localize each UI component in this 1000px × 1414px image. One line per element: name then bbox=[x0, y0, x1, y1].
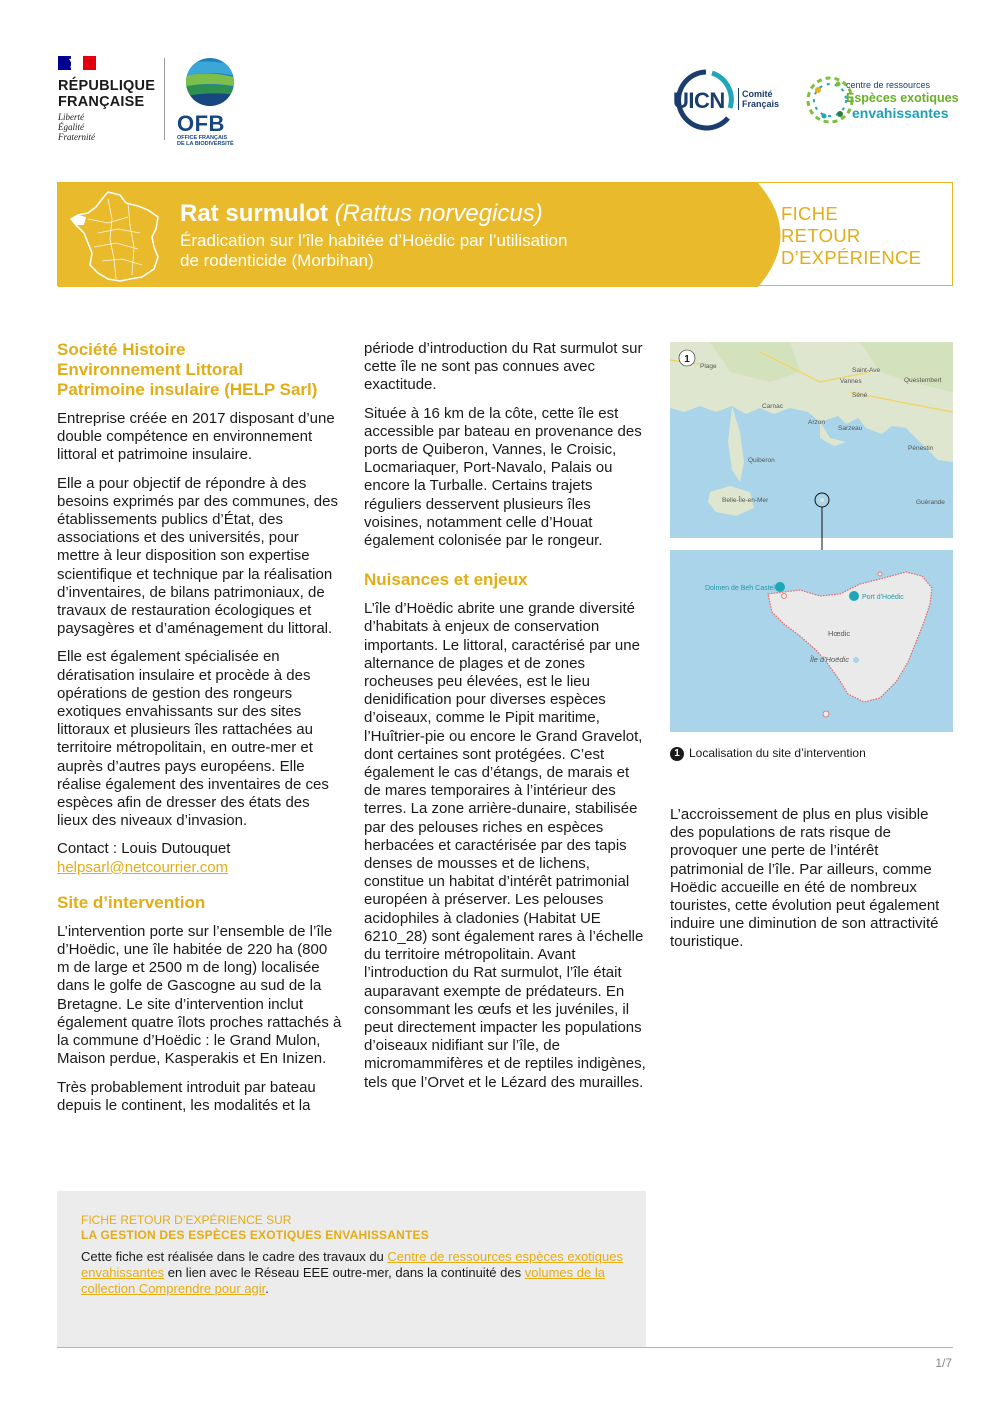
motto-egalite: Égalité bbox=[58, 122, 84, 132]
rf-motto bbox=[58, 112, 95, 142]
right-column bbox=[670, 806, 953, 962]
map-label: Questembert bbox=[904, 377, 942, 384]
eee-resource-center-logo bbox=[804, 60, 959, 138]
uicn-sub2: Français bbox=[742, 99, 780, 109]
ofb-full2: DE LA BIODIVERSITÉ bbox=[177, 141, 234, 147]
hoedic-island-map[interactable] bbox=[670, 550, 953, 732]
org-paragraph-3: Elle est également spécialisée en dératisation insulaire et procède à des opérations de gestion des rongeurs exotiques envahissants sur des sites littoraux et plusieurs îles rattachées au territoire métropolitain, en outre-mer et auprès d’autres pays européens. Elle réalise également des inventaires de ces espèces afin de dresser des états des lieux des niveaux d’invasion. bbox=[57, 648, 329, 830]
map-marker-number: 1 bbox=[684, 354, 690, 365]
ofb-logo bbox=[177, 56, 243, 147]
uicn-sub1: Comité bbox=[742, 89, 773, 99]
map-label: Arzon bbox=[808, 419, 825, 426]
organisation-heading bbox=[57, 340, 342, 400]
france-map-icon bbox=[68, 189, 162, 285]
org-paragraph-2: Elle a pour objectif de répondre à des besoins exprimés par des communes, des établissements publics d’État, des associations et des universités, pour mettre à leur disposition son expertise scientifique et technique par la réalisation d’inventaires, de bilans patrimoniaux, de travaux de restauration écologiques et paysagères et d’aménagement du littoral. bbox=[57, 474, 338, 638]
map-label: Quiberon bbox=[748, 457, 775, 464]
footer-text bbox=[81, 1249, 631, 1297]
footer-text-2: en lien avec le Réseau EEE outre-mer, dans la continuité des bbox=[164, 1265, 525, 1280]
map-label: Vannes bbox=[840, 378, 862, 385]
species-latin-name: (Rattus norvegicus) bbox=[334, 200, 543, 227]
map-label: Plage bbox=[700, 363, 717, 370]
map-label: Carnac bbox=[762, 403, 783, 410]
regional-map[interactable] bbox=[670, 342, 953, 538]
footer-text-1: Cette fiche est réalisée dans le cadre des travaux du bbox=[81, 1249, 388, 1264]
map-label: Séné bbox=[852, 392, 868, 399]
subtitle-line1: Éradication sur l’île habitée d’Hoëdic par l’utilisation bbox=[180, 231, 568, 250]
fiche-type-label bbox=[781, 203, 921, 269]
motto-fraternite: Fraternité bbox=[58, 132, 95, 142]
marianne-flag-icon bbox=[58, 56, 96, 70]
port-label: Port d'Hoëdic bbox=[862, 594, 904, 601]
org-paragraph-1: Entreprise créée en 2017 disposant d’une double compétence en environnement littoral et patrimoine insulaire. bbox=[57, 410, 335, 464]
rf-line2: FRANÇAISE bbox=[58, 94, 145, 110]
uicn-name: UICN bbox=[673, 88, 725, 113]
island-label: Île d'Hoëdic bbox=[810, 655, 849, 664]
map-label: Belle-Île-en-Mer bbox=[722, 497, 769, 504]
eee-line2: Espèces exotiques bbox=[846, 91, 959, 105]
right-paragraph-1: L’accroissement de plus en plus visible des populations de rats risque de provoquer une perte de l’intérêt patrimonial de l’île. Par ailleurs, comme Hoëdic accueille en été de nombreux touristes, cette évolution peut également induire une diminution de son attractivité touristique. bbox=[670, 806, 940, 951]
contact-email-link[interactable]: helpsarl@netcourrier.com bbox=[57, 858, 229, 876]
left-column bbox=[57, 340, 342, 1125]
middle-column bbox=[364, 340, 647, 1102]
species-common-name: Rat surmulot bbox=[180, 200, 329, 227]
nuisances-paragraph: L’île d’Hoëdic abrite une grande diversité d’habitats à enjeux de conservation importants. Le littoral, caractérisé par une alternance de plages et de zones rocheuses peu élevées, est le lieu denidification pour diverses espèces d’oiseaux, comme le Pipit maritime, l’Huîtrier-pie ou encore le Grand Gravelot, dont certaines sont protégées. C’est également le cas d’étangs, de marais et de mares temporaires à l’intérieur des terres. La zone arrière-dunaire, stabilisée par des pelouses riches en espèces herbacées et caractérisée par des tapis denses de mousses et de lichens, constitue un habitat d’intérêt patrimonial européen à préserver. Les pelouses acidophiles à cladonies (Habitat UE 6210_28) sont également rares à l’échelle du territoire métropolitain. Avant l’introduction du Rat surmulot, l’île était auparavant exempte de prédateurs. En consommant les œufs et les juvéniles, il peut directement impacter les populations d’oiseaux nidifiant sur l’île, de micromammifères et de reptiles indigènes, tels que l’Orvet et le Lézard des murailles. bbox=[364, 600, 646, 1091]
org-heading-line3: Patrimoine insulaire (HELP Sarl) bbox=[57, 380, 318, 399]
town-label: Hœdic bbox=[828, 629, 851, 638]
mid-paragraph-2: Située à 16 km de la côte, cette île est accessible par bateau en provenance des ports de Quiberon, Vannes, le Croisic, Locmariaquer, Port-Navalo, Palais ou encore la Turballe. Certains trajets réguliers desservent plusieurs îles voisines, notamment celle d’Houat également colonisée par le rongeur. bbox=[364, 404, 642, 550]
caption-number: 1 bbox=[670, 747, 684, 761]
footer-title: LA GESTION DES ESPÈCES EXOTIQUES ENVAHISSANTES bbox=[81, 1228, 429, 1242]
republique-francaise-name bbox=[58, 78, 155, 110]
ofb-full1: OFFICE FRANÇAIS bbox=[177, 135, 228, 141]
map-caption bbox=[670, 746, 866, 761]
map-label: Sarzeau bbox=[838, 425, 863, 432]
footer-rule bbox=[57, 1347, 953, 1348]
map-label: Guérande bbox=[916, 499, 945, 506]
uicn-logo bbox=[668, 68, 786, 132]
fiche-label-line2: RETOUR bbox=[781, 225, 861, 246]
uicn-divider bbox=[738, 88, 739, 110]
ofb-name: OFB bbox=[177, 111, 225, 136]
collection-link[interactable]: volumes de la collection Comprendre pour agir bbox=[81, 1265, 605, 1296]
org-heading-line2: Environnement Littoral bbox=[57, 360, 244, 379]
ofb-full-name bbox=[177, 135, 243, 147]
map-label: Saint-Ave bbox=[852, 367, 881, 374]
fiche-label-line3: D’EXPÉRIENCE bbox=[781, 247, 922, 268]
contact-name: Contact : Louis Dutouquet bbox=[57, 840, 231, 858]
fiche-label-line1: FICHE bbox=[781, 203, 838, 224]
site-paragraph-1: L’intervention porte sur l’ensemble de l’île d’Hoëdic, une île habitée de 220 ha (800 m de large et 2500 m de long) localisée dans le golfe de Gascogne au sud de la Bretagne. Le site d’intervention inclut également quatre îlots proches rattachés à la commune d’Hoëdic : le Grand Mulon, Maison perdue, Kasperakis et En Inizen. bbox=[57, 922, 342, 1068]
subtitle-line2: de rodenticide (Morbihan) bbox=[180, 251, 374, 270]
org-heading-line1: Société Histoire bbox=[57, 340, 186, 359]
ofb-globe-icon bbox=[177, 56, 243, 108]
logo-separator bbox=[164, 58, 165, 140]
footer-text-3: . bbox=[265, 1281, 269, 1296]
motto-liberte: Liberté bbox=[58, 112, 84, 122]
eee-line3: envahissantes bbox=[852, 105, 949, 121]
page-number: 1/7 bbox=[935, 1356, 952, 1370]
caption-text: Localisation du site d’intervention bbox=[689, 746, 866, 760]
resource-center-link[interactable]: Centre de ressources espèces exotiques envahissantes bbox=[81, 1249, 623, 1280]
eee-line1: centre de ressources bbox=[846, 80, 931, 90]
fiche-subtitle bbox=[180, 231, 680, 271]
nuisances-heading: Nuisances et enjeux bbox=[364, 570, 528, 590]
site-paragraph-2: Très probablement introduit par bateau depuis le continent, les modalités et la bbox=[57, 1078, 316, 1114]
dolmen-label: Dolmen de Beh Castel bbox=[704, 585, 775, 592]
rf-line1: RÉPUBLIQUE bbox=[58, 78, 156, 94]
map-label: Pénestin bbox=[908, 445, 934, 452]
footer-kicker: FICHE RETOUR D’EXPÉRIENCE SUR bbox=[81, 1213, 292, 1227]
mid-paragraph-1: période d’introduction du Rat surmulot sur cette île ne sont pas connues avec exactitude. bbox=[364, 340, 643, 394]
site-heading: Site d’intervention bbox=[57, 892, 206, 912]
fiche-title bbox=[180, 200, 543, 228]
contact-block bbox=[57, 840, 342, 876]
uicn-sub bbox=[742, 89, 779, 109]
